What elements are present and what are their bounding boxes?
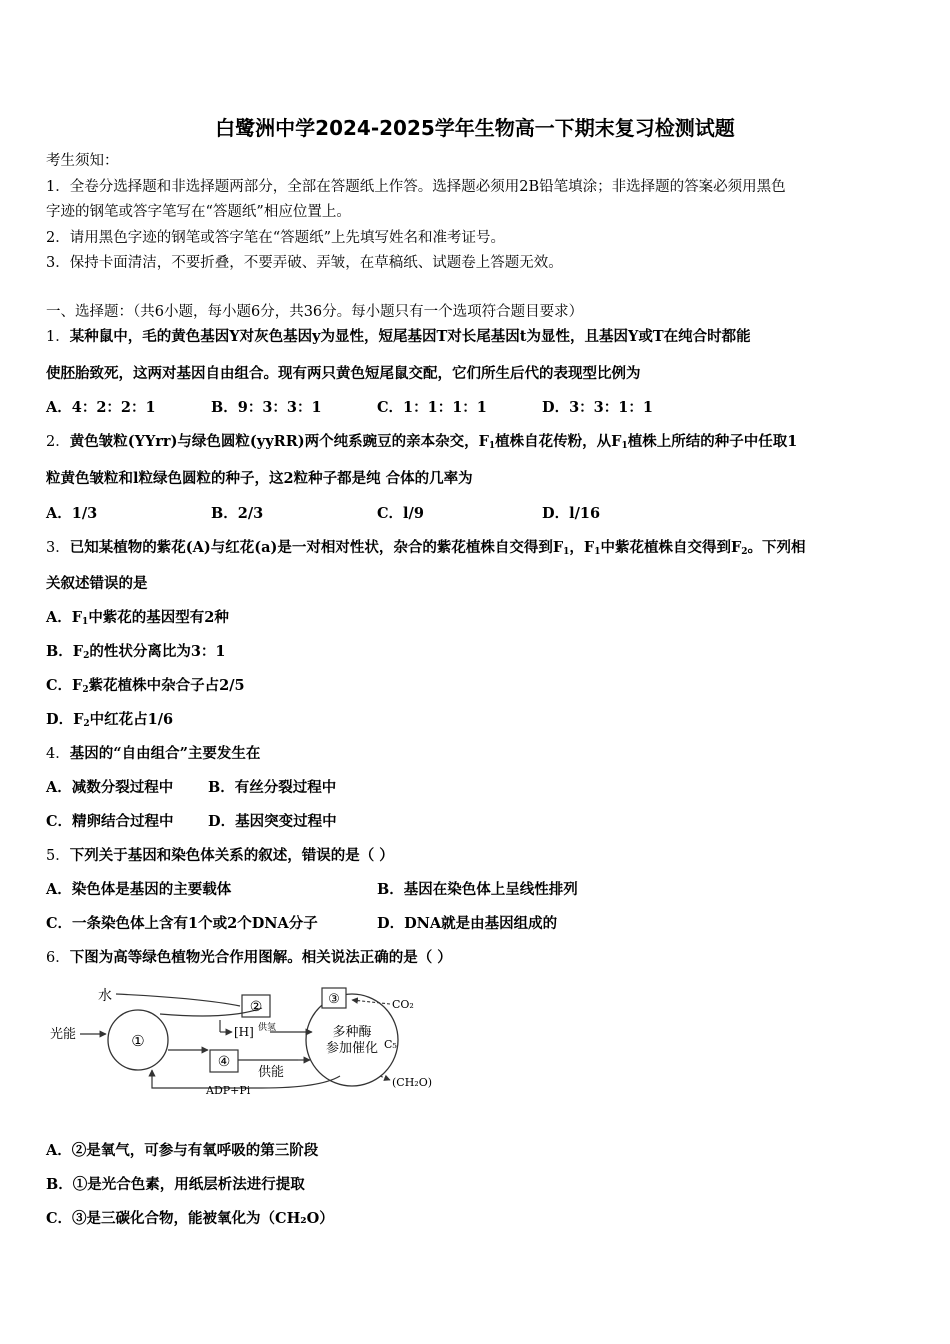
q3-opt-c-pre: C．F — [46, 677, 83, 694]
q3-opt-b-sub: 2 — [83, 651, 90, 661]
question-3-sub-3: 2 — [741, 547, 748, 557]
q3-opt-b-pre: B．F — [46, 643, 84, 660]
notice-item-3: 3．保持卡面清洁，不要折叠，不要弄破、弄皱，在草稿纸、试题卷上答题无效。 — [46, 255, 563, 271]
question-2-sub-2: 1 — [621, 441, 628, 451]
notice-item-2: 2．请用黑色字迹的钢笔或答字笔在“答题纸”上先填写姓名和准考证号。 — [46, 230, 506, 246]
page-title: 白鹭洲中学2024-2025学年生物高一下期末复习检测试题 — [215, 116, 735, 140]
question-6-option-a[interactable]: A．②是氧气，可参与有氧呼吸的第三阶段 — [46, 1142, 319, 1159]
question-2-option-d[interactable]: D．l/16 — [542, 505, 601, 522]
question-3-option-b[interactable] — [46, 642, 226, 666]
label-adp: ADP+Pi — [206, 1084, 251, 1097]
question-2-option-b[interactable]: B．2/3 — [211, 505, 264, 522]
question-5-option-b[interactable]: B．基因在染色体上呈线性排列 — [377, 881, 578, 898]
question-1-option-c[interactable]: C．1：1：1：1 — [377, 399, 487, 416]
q3-opt-a-sub: 1 — [82, 617, 89, 627]
label-enzyme-2: 参加催化 — [325, 1041, 379, 1056]
question-5-stem: 下列关于基因和染色体关系的叙述，错误的是（ ） — [69, 847, 394, 864]
q3-opt-d-post: 中红花占1/6 — [89, 711, 174, 728]
question-6-stem: 下图为高等绿色植物光合作用图解。相关说法正确的是（ ） — [69, 949, 452, 966]
notice-item-1-line-2: 字迹的钢笔或答字笔写在“答题纸”相应位置上。 — [46, 204, 351, 220]
question-4-number: 4． — [46, 746, 70, 762]
question-5-option-c[interactable]: C．一条染色体上含有1个或2个DNA分子 — [46, 915, 318, 932]
question-2-option-c[interactable]: C．l/9 — [377, 505, 424, 522]
question-3-line-2: 关叙述错误的是 — [46, 575, 148, 592]
question-6-option-b[interactable]: B．①是光合色素，用纸层析法进行提取 — [46, 1176, 305, 1193]
question-1-stem-1: 某种鼠中，毛的黄色基因Y对灰色基因y为显性，短尾基因T对长尾基因t为显性，且基因Y或T在纯合时都能 — [69, 328, 751, 345]
question-3-option-d[interactable] — [46, 710, 173, 734]
question-3-stem-1c: 中紫花植株自交得到F — [600, 539, 742, 556]
label-energy: 供能 — [258, 1065, 285, 1080]
question-6-option-c[interactable]: C．③是三碳化合物，能被氧化为（CH₂O） — [46, 1210, 334, 1227]
section-heading: 一、选择题：（共6小题，每小题6分，共36分。每小题只有一个选项符合题目要求） — [46, 304, 584, 320]
label-3: ③ — [328, 992, 340, 1007]
question-3-sub-2: 1 — [594, 547, 601, 557]
question-2-number: 2． — [46, 434, 70, 450]
label-h: [H] — [234, 1025, 254, 1039]
question-2-option-a[interactable]: A．1/3 — [46, 505, 98, 522]
question-3-stem-1b: ，F — [569, 539, 595, 556]
question-3-number: 3． — [46, 540, 70, 556]
question-1-option-a[interactable]: A．4：2：2：1 — [46, 399, 156, 416]
question-1-number: 1． — [46, 329, 70, 345]
label-c5: C₅ — [384, 1038, 397, 1051]
question-2-sub-1: 1 — [488, 441, 496, 451]
question-2-stem-1c: 植株上所结的种子中任取1 — [627, 433, 798, 450]
question-4-line-1 — [46, 744, 260, 764]
question-5-line-1 — [46, 846, 394, 866]
question-3-stem-1d: 。下列相 — [747, 539, 806, 556]
label-hydrogen: 供氢 — [258, 1023, 277, 1033]
q3-opt-d-sub: 2 — [83, 719, 90, 729]
question-5-number: 5． — [46, 848, 70, 864]
question-2-line-1 — [46, 432, 797, 456]
question-3-option-c[interactable] — [46, 676, 245, 700]
label-1: ① — [131, 1032, 145, 1050]
arrow-ch2o — [380, 1076, 390, 1080]
label-co2: CO₂ — [392, 998, 414, 1011]
q3-opt-b-post: 的性状分离比为3：1 — [89, 643, 226, 660]
question-5-option-a[interactable]: A．染色体是基因的主要载体 — [46, 881, 232, 898]
question-3-option-a[interactable] — [46, 608, 229, 632]
arrow-co2 — [352, 1000, 390, 1004]
question-6-number: 6． — [46, 950, 70, 966]
q3-opt-d-pre: D．F — [46, 711, 84, 728]
question-1-option-b[interactable]: B．9：3：3：1 — [211, 399, 322, 416]
notice-item-1-line-1: 1．全卷分选择题和非选择题两部分，全部在答题纸上作答。选择题必须用2B铅笔填涂；非选择题的答案必须用黑色 — [46, 179, 786, 195]
question-1-line-2: 使胚胎致死，这两对基因自由组合。现有两只黄色短尾鼠交配，它们所生后代的表现型比例为 — [46, 365, 641, 382]
question-4-option-c[interactable]: C．精卵结合过程中 — [46, 813, 174, 830]
question-2-line-2: 粒黄色皱粒和l粒绿色圆粒的种子，这2粒种子都是纯 合体的几率为 — [46, 470, 473, 487]
question-1-line-1 — [46, 327, 751, 347]
q3-opt-a-post: 中紫花的基因型有2种 — [88, 609, 229, 626]
question-1-option-d[interactable]: D．3：3：1：1 — [542, 399, 653, 416]
label-4: ④ — [217, 1054, 231, 1070]
photosynthesis-diagram — [40, 980, 460, 1100]
question-2-stem-1b: 植株自花传粉，从F — [495, 433, 622, 450]
question-3-sub-1: 1 — [563, 547, 570, 557]
label-2: ② — [249, 999, 263, 1015]
q3-opt-c-post: 紫花植株中杂合子占2/5 — [88, 677, 245, 694]
notice-heading: 考生须知： — [46, 153, 119, 169]
question-4-stem: 基因的“自由组合”主要发生在 — [69, 745, 261, 762]
q3-opt-a-pre: A．F — [46, 609, 83, 626]
question-6-line-1 — [46, 948, 452, 968]
label-light: 光能 — [50, 1027, 77, 1042]
question-3-line-1 — [46, 538, 806, 562]
label-ch2o: (CH₂O) — [392, 1076, 433, 1089]
question-5-option-d[interactable]: D．DNA就是由基因组成的 — [377, 915, 558, 932]
question-2-stem-1a: 黄色皱粒(YYrr)与绿色圆粒(yyRR)两个纯系豌豆的亲本杂交，F — [69, 433, 489, 450]
arrow-water-split — [160, 1008, 262, 1016]
question-3-stem-1a: 已知某植物的紫花(A)与红花(a)是一对相对性状，杂合的紫花植株自交得到F — [69, 539, 564, 556]
label-water: 水 — [98, 988, 112, 1004]
question-4-option-d[interactable]: D．基因突变过程中 — [208, 813, 337, 830]
label-enzyme-1: 多种酶 — [332, 1025, 372, 1040]
question-4-option-b[interactable]: B．有丝分裂过程中 — [208, 779, 337, 796]
arrow-water-curve — [116, 994, 240, 1006]
question-4-option-a[interactable]: A．减数分裂过程中 — [46, 779, 174, 796]
q3-opt-c-sub: 2 — [82, 685, 89, 695]
